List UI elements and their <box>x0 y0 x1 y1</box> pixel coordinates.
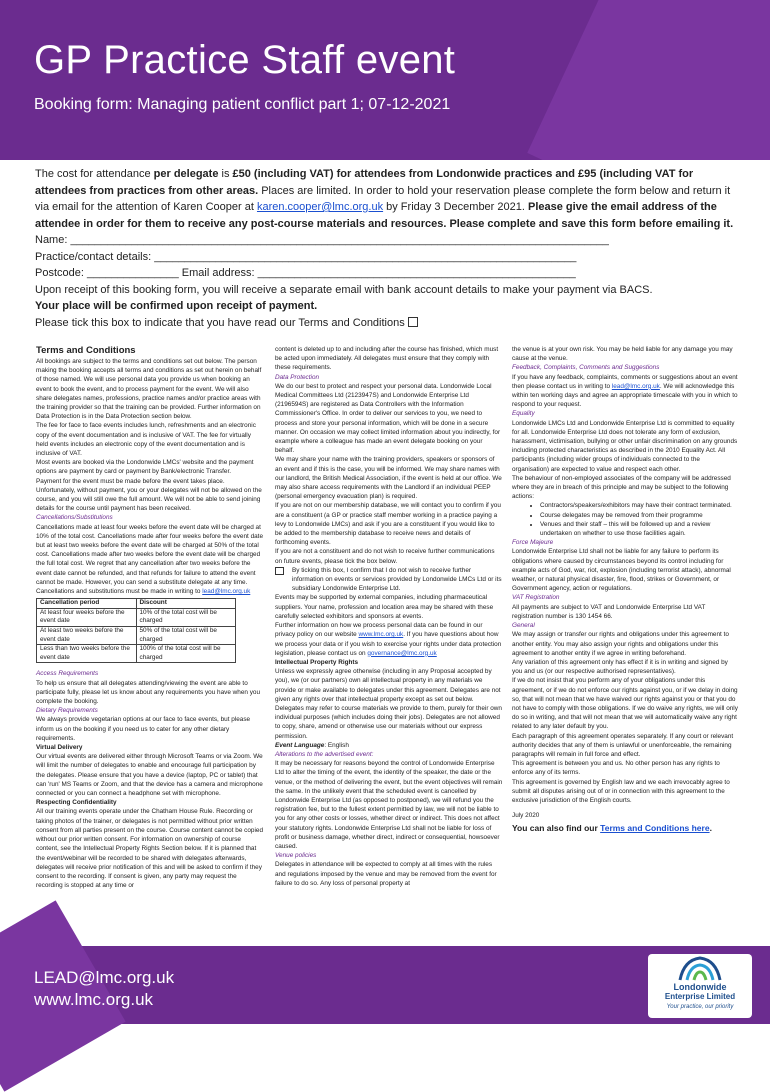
practice-field[interactable]: Practice/contact details: _____________________________________________________________________ <box>35 250 577 263</box>
logo-tagline: Your practice, our priority <box>666 1004 734 1010</box>
virtual-heading: Virtual Delivery <box>36 744 83 752</box>
footer-website-link[interactable]: www.lmc.org.uk <box>34 990 154 1009</box>
alterations-heading: Alterations to the advertised event: <box>275 750 374 758</box>
equality-paragraph: Londonwide LMCs Ltd and Londonwide Enterprise Ltd is committed to equality for all. Londonwide Enterprise Ltd does not tolerate any form of exclusion, harassment, victimisation, bullying or other unfair discrimination on any grounds including protected characteristics as described in the 2010 Equality Act. All participants (including wider groups of individuals connected to the organisation) are expected to value and respect each other. <box>512 419 738 473</box>
force-majeure-paragraph: Londonwide Enterprise Ltd shall not be liable for any failure to perform its obligations where caused by circumstances beyond its control including for example acts of God, war, riot, explosion (including terrorist attack), abnormal weather, or natural physical disaster, fire, flood, strikes or Government, or Government agency, action or regulations. <box>512 548 731 593</box>
ip-paragraph: Unless we expressly agree otherwise (including in any Proposal accepted by you), we (or our partners) own all intellectual property in any materials we provide or make available to delegates under this agreement. Delegates are not given any rights over that intellectual property except as set out below. Delegates may refer to course materials we provide to them, purely for their own individual purposes (which includes doing their jobs). Delegates are not allowed to copy, share, amend or otherwise use our materials without our express permission. <box>275 668 502 740</box>
confirm-text: Your place will be confirmed upon receipt of payment. <box>35 300 318 312</box>
table-header-cell: Cancellation period <box>37 599 137 609</box>
venue-paragraph: Delegates in attendance will be expected to comply at all times with the rules and regulations imposed by the venue and may be removed from the event for failure to do so. Any loss of personal property at <box>275 861 497 887</box>
terms-paragraph: The fee for face to face events includes lunch, refreshments and an electronic copy of the event documentation and is inclusive of VAT. The fee for virtually held events includes an electronic copy of the event documentation and is inclusive of VAT. <box>36 422 256 458</box>
feedback-text: If you have any feedback, complaints, comments or suggestions about an event then please contact us in writing to <box>512 373 738 390</box>
access-heading: Access Requirements <box>36 670 99 678</box>
table-cell: 50% of the total cost will be charged <box>136 627 236 645</box>
optout-label: By ticking this box, I confirm that I do not wish to receive further information on events or services provided by Londonwide LMCs Ltd or its subsidiary Londonwide Enterprise Ltd. <box>292 566 502 593</box>
data-protection-paragraph: We may share your name with the training providers, speakers or sponsors of an event and if this is the case, you will be informed. We may share names with our landlord, the British Medical Association, if the event is held at our office. We may also share access requirements with the Landlord if an individual PEEP (personal emergency evacuation plan) is required. <box>275 456 502 501</box>
email-instruction: Please give the email address of the attendee in order for them to receive any post-course materials and resources. Please complete and save this form before emailing it. <box>35 201 734 230</box>
terms-column-2 <box>275 345 503 888</box>
data-protection-paragraph: If you are not on our membership database, we will contact you to confirm if you are a constituent (a GP or practice staff member working in a practice paying a levy to Londonwide LMCs) and ask if you are a constituent if you would like to be added to the membership database to receive news and details of forthcoming events. <box>275 502 501 547</box>
cost-text: Places are limited. In order to hold your reservation please complete the form below and return it via email for the attention of Karen Cooper at <box>35 184 731 213</box>
language-value: : English <box>324 741 349 749</box>
privacy-paragraph <box>275 621 503 658</box>
terms-paragraph: content is deleted up to and including after the course has finished, which must be acted upon immediately. All delegates must ensure that they comply with these requirements. <box>275 346 499 372</box>
terms-checkbox[interactable] <box>408 317 418 327</box>
dietary-heading: Dietary Requirements <box>36 707 98 715</box>
list-item: • Venues and their staff – this will be followed up and a review undertaken on whether to use those facilities again. <box>540 520 738 538</box>
cost-text: The cost for attendance <box>35 168 154 180</box>
dietary-paragraph: We always provide vegetarian options at our face to face events, but please inform us on the booking if you need us to cater for any other dietary requirements. <box>36 716 251 742</box>
logo-name: Londonwide <box>673 982 727 992</box>
table-header-row <box>37 599 236 609</box>
data-protection-paragraph: If you are not a constituent and do not wish to receive further communications on future events, please tick the box below. <box>275 548 495 565</box>
cancellations-paragraph <box>36 523 264 597</box>
booking-intro <box>35 166 735 331</box>
data-protection-heading: Data Protection <box>275 373 320 381</box>
general-paragraph: Any variation of this agreement only has effect if it is in writing and signed by you and us (or our respective authorised representatives). <box>512 658 728 676</box>
optout-tick-row <box>275 566 503 594</box>
feedback-paragraph <box>512 373 738 410</box>
confidentiality-paragraph: All our training events operate under the Chatham House Rule. Recording or taking photos of the trainer, or delegates is not permitted without prior written consent from all parties present on the course. Course content cannot be copied without our prior written consent. For information on ownership of course content, see the Intellectual Property Rights Section below. If it is planned that the event/webinar will be recorded to be shared with delegates afterwards, delegates will receive prior notification of this and will be asked to confirm if they consent to the recording. If consent is given, any party may request the recording is stopped at any time or <box>36 808 264 890</box>
general-paragraph: Each paragraph of this agreement operates separately. If any court or relevant authority decides that any of them is unlawful or unenforceable, the remaining paragraphs will remain in full force and effect. <box>512 732 734 758</box>
language-row <box>275 741 503 750</box>
feedback-heading: Feedback, Complaints, Comments and Suggestions <box>512 364 660 372</box>
language-label: Event Language <box>275 741 325 749</box>
general-paragraph: This agreement is governed by English law and we each irrevocably agree to submit all disputes arising out of or in connection with this agreement to the exclusive jurisdiction of the English courts. <box>512 778 730 804</box>
website-link[interactable]: www.lmc.org.uk <box>358 631 404 639</box>
terms-paragraph: Payment for the event must be made before the event takes place. Unfortunately, without payment, you or your delegates will not be allowed on the course, and you will still owe the full amount. We will not be able to send joining details for the course until payment has been received. <box>36 477 262 513</box>
cancellations-heading: Cancellations/Substitutions <box>36 514 113 522</box>
table-cell: Less than two weeks before the event date <box>37 645 137 663</box>
table-cell: 10% of the total cost will be charged <box>136 608 236 626</box>
terms-link[interactable]: Terms and Conditions here <box>600 823 710 834</box>
header-decoration <box>527 0 770 160</box>
terms-paragraph: All bookings are subject to the terms and conditions set out below. The person making the booking accepts all terms and conditions as set out herein on behalf of those named. We will use personal data you provide us when booking an event to book the event, and to process payment for the event. We will also share delegates names, professions, practice names and/or practice areas with the training provider so that the training can be provided. Further information on Data Protection is in the Data Protection section below. <box>36 358 262 421</box>
equality-paragraph: The behaviour of non-employed associates of the company will be addressed where they are in breach of this principle and may be subject to the following actions: <box>512 474 731 501</box>
general-paragraph: We may assign or transfer our rights and obligations under this agreement to another entity. You may also assign your rights and obligations under this agreement to another entity if we agree in writing beforehand. <box>512 631 729 657</box>
table-row <box>37 627 236 645</box>
vat-paragraph: All payments are subject to VAT and Londonwide Enterprise Ltd VAT registration number is 130 1454 66. <box>512 603 706 620</box>
header-banner <box>0 0 770 160</box>
page-subtitle: Booking form: Managing patient conflict part 1; 07-12-2021 <box>34 96 451 113</box>
access-paragraph: To help us ensure that all delegates attending/viewing the event are able to participate fully, please let us know about any requirements you have when you complete the booking. <box>36 679 261 706</box>
terms-paragraph: Most events are booked via the Londonwide LMCs' website and the payment options are payment by card or payment by Bank/electronic Transfer. <box>36 459 254 476</box>
table-cell: At least two weeks before the event date <box>37 627 137 645</box>
closing-text: . <box>709 823 712 834</box>
table-cell: At least four weeks before the event date <box>37 608 137 626</box>
venue-heading: Venue policies <box>275 852 317 860</box>
terms-date: July 2020 <box>512 812 540 820</box>
general-paragraph: If we do not insist that you perform any of your obligations under this agreement, or if we do not enforce our rights against you, or if we delay in doing so, that will not mean that we have waived our rights against you or that you do not have to comply with those obligations. If we do waive any rights, we will only do so in writing, and that will not mean that we will automatically waive any right related to any later default by you. <box>512 677 738 731</box>
logo-name-line2: Enterprise Limited <box>664 992 736 1001</box>
cost-text: is <box>218 168 233 180</box>
lead-email-link[interactable]: lead@lmc.org.uk <box>202 588 251 596</box>
terms-column-3 <box>512 345 738 834</box>
vat-heading: VAT Registration <box>512 594 560 602</box>
force-majeure-heading: Force Majeure <box>512 539 554 547</box>
cancellation-table <box>36 598 236 663</box>
lead-email-link[interactable]: lead@lmc.org.uk <box>611 382 660 390</box>
table-row <box>37 608 236 626</box>
governance-email-link[interactable]: governance@lmc.org.uk <box>367 649 437 657</box>
general-heading: General <box>512 622 535 630</box>
logo-mark-icon <box>678 956 722 982</box>
londonwide-logo <box>648 954 752 1018</box>
name-field[interactable]: Name: ________________________________________________________________________________________ <box>35 234 609 246</box>
equality-heading: Equality <box>512 410 535 418</box>
virtual-paragraph: Our virtual events are delivered either through Microsoft Teams or via Zoom. We will limit the number of delegates to enable and encourage full participation by the delegates. Please ensure that you have a device (laptop, PC or tablet) that can 'run' MS Teams or Zoom, and that the device has a camera and microphone connected or you can connect a headphone set with microphone. <box>36 753 263 798</box>
footer-email-link[interactable]: LEAD@lmc.org.uk <box>34 968 175 987</box>
feedback-text: . We will acknowledge this within ten working days and agree an appropriate timescale with you in which to respond to your request. <box>512 382 738 409</box>
karen-email-link[interactable]: karen.cooper@lmc.org.uk <box>256 201 384 213</box>
data-protection-paragraph: We do our best to protect and respect your personal data. Londonwide Local Medical Committees Ltd (2123947S) and Londonwide Enterprise Ltd (2196594S) are registered as Data Controllers with the Information Commissioner's Office. In order to deliver our services to you, we need to process and store your personal information, which will be done in a secure manner. On occasion we may collect limited information about you indirectly, for example where a colleague has made an event delegate booking on your behalf. <box>275 382 501 455</box>
data-protection-paragraph: Events may be supported by external companies, including pharmaceutical suppliers. Your name, profession and location area may be shared with these carefully selected exhibitors and sponsors at events. <box>275 594 494 620</box>
ip-heading: Intellectual Property Rights <box>275 658 359 666</box>
list-item: • Course delegates may be removed from their programme <box>540 511 738 520</box>
list-item: • Contractors/speakers/exhibitors may have their contract terminated. <box>540 501 738 510</box>
page-title: GP Practice Staff event <box>34 38 456 82</box>
general-paragraph: This agreement is between you and us. No other person has any rights to enforce any of its terms. <box>512 760 720 777</box>
terms-closing <box>512 824 738 833</box>
table-header-cell: Discount <box>136 599 236 609</box>
alterations-paragraph: It may be necessary for reasons beyond the control of Londonwide Enterprise Ltd to alter the timing of the event, the identity of the speaker, the date or the venue, or the method of delivering the event, but the event objectives will remain the same. In the unlikely event that the scheduled event is cancelled by Londonwide Enterprise Ltd (as opposed to postponed), we will refund you the registration fee, but to the fullest extent permitted by law, we will not be liable to you for any other costs or losses, whether direct or indirect. This does not affect your statutory rights. Londonwide Enterprise Ltd shall not be liable for loss of profit or business damage, whether direct, indirect or consequential, howsoever caused. <box>275 760 503 850</box>
cost-paragraph <box>35 166 735 232</box>
cost-amounts: £50 (including VAT) for attendees from Londonwide practices and £95 (including VAT for attendees from practices from other areas. <box>35 168 694 197</box>
terms-heading: Terms and Conditions <box>36 345 136 356</box>
postcode-email-field[interactable]: Postcode: _______________ Email address: ____________________________________________________ <box>35 267 576 279</box>
cost-text: by Friday 3 December 2021. <box>383 201 528 213</box>
table-cell: 100% of the total cost will be charged <box>136 645 236 663</box>
table-row <box>37 645 236 663</box>
closing-text: You can also find our <box>512 823 601 834</box>
cost-per-delegate: per delegate <box>153 168 219 180</box>
optout-checkbox[interactable] <box>275 567 284 575</box>
receipt-text: Upon receipt of this booking form, you will receive a separate email with bank account details to make your payment via BACS. <box>35 283 653 296</box>
terms-tick-label: Please tick this box to indicate that you have read our Terms and Conditions <box>35 316 405 329</box>
privacy-text: Further information on how we process personal data can be found in our privacy policy on our website <box>275 622 483 639</box>
terms-paragraph: the venue is at your own risk. You may be held liable for any damage you may cause at the venue. <box>512 346 733 363</box>
cancellations-text: Cancellations made at least four weeks before the event date will be charged at 10% of the total cost. Cancellations made after four weeks before the event date but at least two weeks before the event date will be charged at 50% of the total cost. Cancellations made after two weeks before the event date will be charged the full total cost. We regret that any cancellation after two weeks before the event date cannot be refunded, and that refunds for failure to attend the event cannot be made. However, you can send a substitute delegate at any time. Cancellations and substitutions must be made in writing to <box>36 523 264 596</box>
privacy-text: . If you have questions about how we process your data or if you wish to exercise your rights under data protection legislation, please contact us on <box>275 631 502 657</box>
terms-column-1 <box>36 345 264 890</box>
actions-list <box>512 501 738 538</box>
confidentiality-heading: Respecting Confidentiality <box>36 799 117 807</box>
terms-tick-row <box>35 315 735 332</box>
